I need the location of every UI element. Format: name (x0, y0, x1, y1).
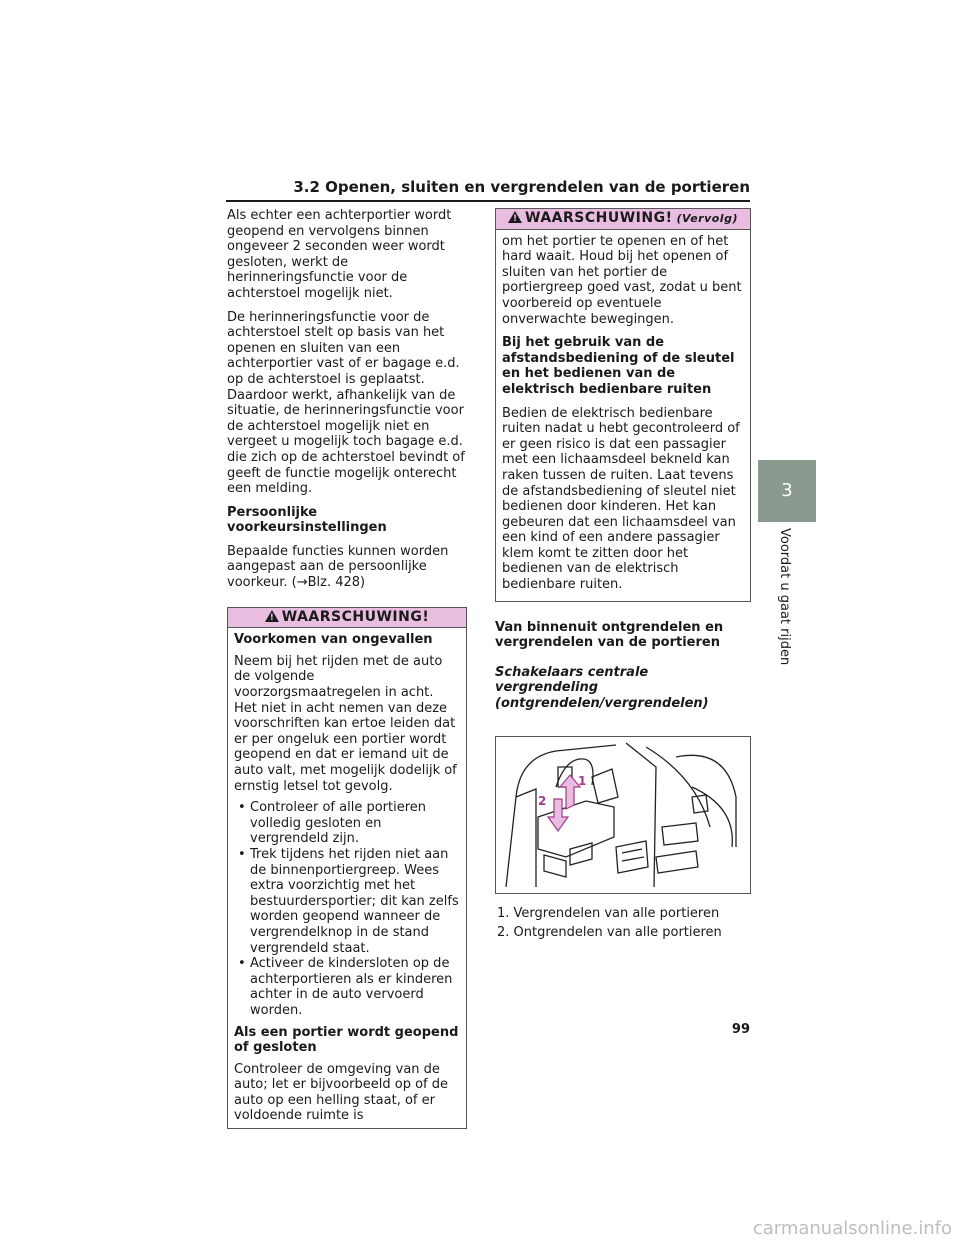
warning-body (496, 230, 750, 601)
watermark: carmanualsonline.info (752, 1218, 952, 1239)
warning-bullet-list (234, 800, 460, 1018)
paragraph: Bepaalde functies kunnen worden aangepast aan de persoonlijke voorkeur. (→Blz. 428) (227, 543, 449, 591)
warning-paragraph: om het portier te openen en of het hard waait. Houd bij het openen of sluiten van het portier de portiergreep goed vast, zodat u bent voorbereid op eventuele onverwachte bewegingen. (502, 233, 742, 327)
section-heading: Persoonlijke voorkeursinstellingen (227, 504, 387, 536)
illustration-drawing (496, 737, 750, 893)
list-item: • Trek tijdens het rijden niet aan de binnenportiergreep. Wees extra voorzichtig met het bestuurdersportier; dit kan zelfs worden geopend wanneer de vergrendelknop in de stand vergrendeld staat. (234, 847, 460, 956)
list-item: 1. Vergrendelen van alle portieren (497, 905, 720, 921)
warning-icon (265, 610, 279, 622)
chapter-tab-number: 3 (758, 460, 816, 522)
warning-box-continued (495, 208, 751, 602)
header-rule (226, 200, 750, 202)
warning-box (227, 607, 467, 1129)
paragraph: Als echter een achterportier wordt geopend en vervolgens binnen ongeveer 2 seconden weer wordt gesloten, werkt de herinneringsfunctie voor de achterstoel mogelijk niet. (227, 208, 452, 301)
warning-subheading: Bij het gebruik van de afstandsbediening of de sleutel en het bedienen van de elektrisch bedienbare ruiten (502, 335, 735, 397)
list-item: • Controleer of alle portieren volledig gesloten en vergrendeld zijn. (234, 800, 460, 847)
warning-continued-label: (Vervolg) (676, 212, 738, 225)
warning-paragraph: Neem bij het rijden met de auto de volgende voorzorgsmaatregelen in acht. Het niet in acht nemen van deze voorschriften kan ertoe leiden dat er per ongeluk een portier wordt geopend en dat er iemand uit de auto valt, met mogelijk dodelijk of ernstig letsel tot gevolg. (234, 653, 457, 794)
left-column (227, 208, 467, 1129)
warning-body (228, 628, 466, 1128)
illustration-label-1: 1 (578, 773, 587, 788)
right-column (495, 208, 751, 945)
door-lock-switch-illustration (495, 736, 751, 894)
page-header: 3.2 Openen, sluiten en vergrendelen van de portieren (293, 178, 750, 196)
numbered-list (495, 906, 751, 941)
warning-paragraph: Controleer de omgeving van de auto; let er bijvoorbeeld op of de auto op een helling staat, of er voldoende ruimte is (234, 1061, 448, 1124)
section-heading: Van binnenuit ontgrendelen en vergrendelen van de portieren (495, 619, 724, 651)
list-item: • Activeer de kindersloten op de achterportieren als er kinderen achter in de auto vervoerd worden. (234, 956, 460, 1018)
warning-paragraph: Bedien de elektrisch bedienbare ruiten nadat u hebt gecontroleerd of er geen risico is dat een passagier met een lichaamsdeel bekneld kan raken tussen de ruiten. Laat tevens de afstandsbediening of sleutel niet bedienen door kinderen. Het kan gebeuren dat een lichaamsdeel van een kind of een andere passagier klem komt te zitten door het bedienen van de elektrisch bedienbare ruiten. (502, 405, 740, 593)
chapter-tab-label: Voordat u gaat rijden (777, 528, 792, 666)
warning-subheading: Voorkomen van ongevallen (234, 632, 433, 648)
page-number: 99 (731, 1022, 750, 1037)
subsection-heading: Schakelaars centrale vergrendeling (ontgrendelen/vergrendelen) (495, 664, 709, 712)
warning-title: WAARSCHUWING! (281, 608, 430, 625)
paragraph: De herinneringsfunctie voor de achterstoel stelt op basis van het openen en sluiten van een achterportier vast of er bagage e.d. op de achterstoel is geplaatst. Daardoor werkt, afhankelijk van de situatie, de herinneringsfunctie voor de achterstoel mogelijk niet en vergeet u mogelijk toch bagage e.d. die zich op de achterstoel bevindt of geeft de functie mogelijk onterecht een melding. (227, 309, 465, 497)
warning-subheading: Als een portier wordt geopend of gesloten (234, 1024, 459, 1056)
warning-title: WAARSCHUWING! (525, 210, 673, 226)
list-item: 2. Ontgrendelen van alle portieren (497, 925, 722, 941)
warning-header (496, 209, 750, 230)
warning-icon (508, 211, 522, 223)
warning-header (228, 608, 466, 629)
illustration-label-2: 2 (538, 793, 547, 808)
